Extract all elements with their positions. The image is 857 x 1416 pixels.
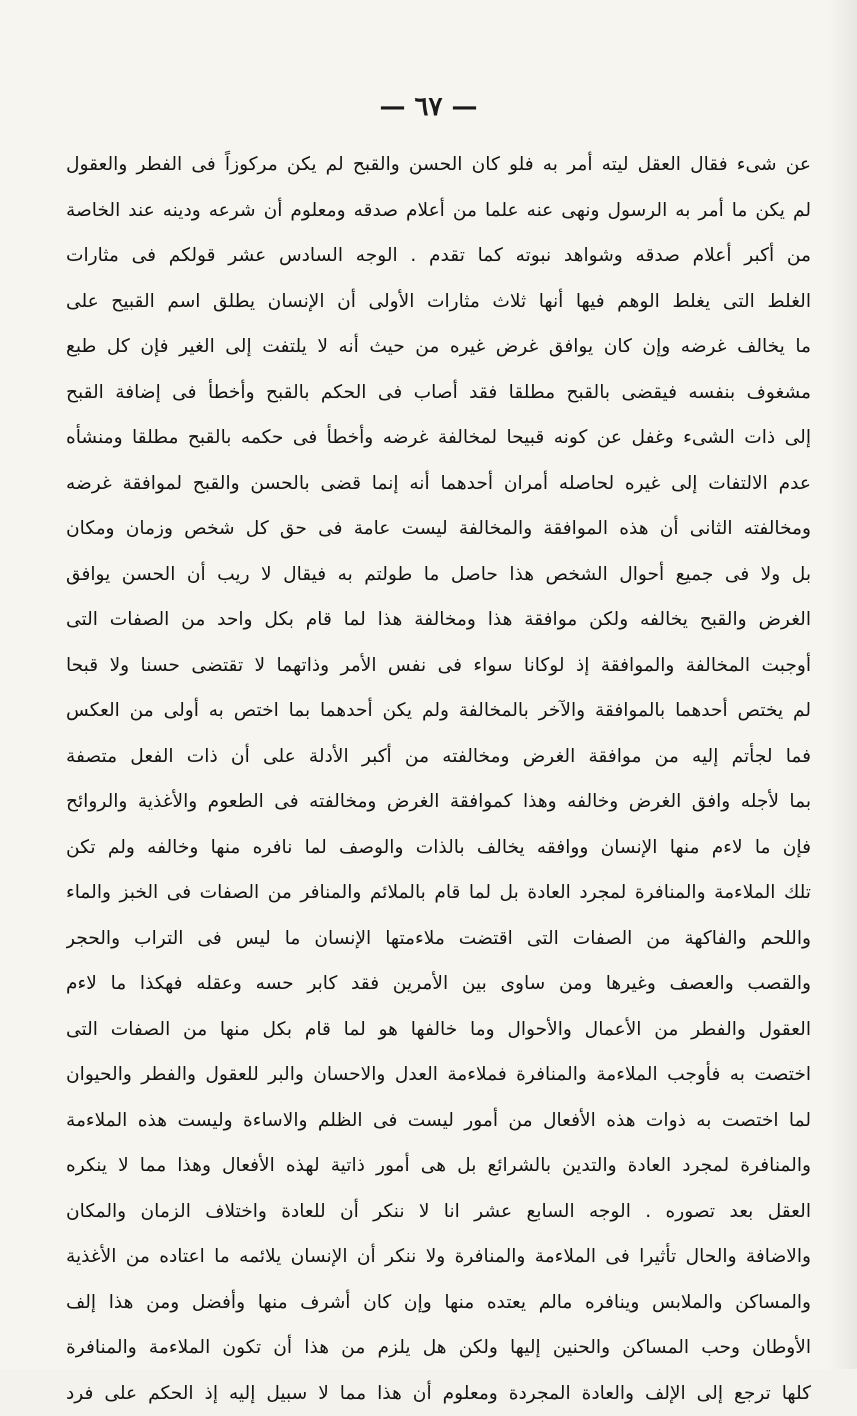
text-line: من أكبر أعلام صدقه وشواهد نبوته كما تقدم . الوجه السادس عشر قولكم فى مثارات (66, 233, 811, 279)
page-number: — ٦٧ — (0, 92, 857, 122)
text-line: الأوطان وحب المساكن والحنين إليها ولكن هل يلزم من هذا أن تكون الملاءمة والمنافرة (66, 1325, 811, 1371)
text-line: فإن ما لاءم منها الإنسان ووافقه يخالف بالذات والوصف لما نافره منها وخالفه ولم تكن (66, 825, 811, 871)
text-line: لما اختصت به ذوات هذه الأفعال من أمور ليست فى الظلم والاساءة وليست هذه الملاءمة (66, 1098, 811, 1144)
text-line: تلك الملاءمة والمنافرة لمجرد العادة بل لما قام بالملائم والمنافر من الصفات فى الخبز والماء (66, 870, 811, 916)
text-line: العقل بعد تصوره . الوجه السابع عشر انا لا ننكر أن للعادة واختلاف الزمان والمكان (66, 1189, 811, 1235)
body-text (66, 142, 811, 1416)
text-line: أوجبت المخالفة والموافقة إذ لوكانا سواء فى نفس الأمر وذاتهما لا تقتضى حسنا ولا قبحا (66, 643, 811, 689)
text-line: الغلط التى يغلط الوهم فيها أنها ثلاث مثارات الأولى أن الإنسان يطلق اسم القبيح على (66, 279, 811, 325)
text-line: الغرض والقبح يخالفه ولكن موافقة هذا ومخالفة هذا لما قام بكل واحد من الصفات التى (66, 597, 811, 643)
text-line: بل ولا فى جميع أحوال الشخص هذا حاصل ما طولتم به فيقال لا ريب أن الحسن يوافق (66, 552, 811, 598)
text-line: لم يكن ما أمر به الرسول ونهى عنه علما من أعلام صدقه ومعلوم أن شرعه ودينه عند الخاصة (66, 188, 811, 234)
text-line: ما يخالف غرضه وإن كان يوافق غرض غيره من حيث أنه لا يلتفت إلى الغير فإن كل طبع (66, 324, 811, 370)
text-line: اختصت به فأوجب الملاءمة والمنافرة فملاءمة العدل والاحسان والبر للعقول والفطر والحيوان (66, 1052, 811, 1098)
text-line: والمساكن والملابس وينافره مالم يعتده منها وإن كان أشرف منها وأفضل ومن هذا إلف (66, 1280, 811, 1326)
text-line: والمنافرة لمجرد العادة والتدين بالشرائع بل هى أمور ذاتية لهذه الأفعال وهذا مما لا ينكره (66, 1143, 811, 1189)
text-line: العقول والفطر من الأعمال والأحوال وما خالفها هو لما قام بكل منها من الصفات التى (66, 1007, 811, 1053)
text-line: بما لأجله وافق الغرض وخالفه وهذا كموافقة الغرض ومخالفته فى الطعوم والأغذية والروائح (66, 779, 811, 825)
text-line: والقصب والعصف وغيرها ومن ساوى بين الأمرين فقد كابر حسه وعقله فهكذا ما لاءم (66, 961, 811, 1007)
page-edge-shadow (827, 0, 857, 1369)
text-line: كلها ترجع إلى الإلف والعادة المجردة ومعلوم أن هذا مما لا سبيل إليه إذ الحكم على فرد (66, 1371, 811, 1416)
text-line: عدم الالتفات إلى غيره لحاصله أمران أحدهما أنه إنما قضى بالحسن والقبح لموافقة غرضه (66, 461, 811, 507)
text-line: عن شىء فقال العقل ليته أمر به فلو كان الحسن والقبح لم يكن مركوزاً فى الفطر والعقول (66, 142, 811, 188)
text-line: ومخالفته الثانى أن هذه الموافقة والمخالفة ليست عامة فى حق كل شخص وزمان ومكان (66, 506, 811, 552)
text-line: مشغوف بنفسه فيقضى بالقبح مطلقا فقد أصاب فى الحكم بالقبح وأخطأ فى إضافة القبح (66, 370, 811, 416)
text-line: فما لجأتم إليه من موافقة الغرض ومخالفته من أكبر الأدلة على أن ذات الفعل متصفة (66, 734, 811, 780)
text-line: لم يختص أحدهما بالموافقة والآخر بالمخالفة ولم يكن أحدهما بما اختص به أولى من العكس (66, 688, 811, 734)
text-line: إلى ذات الشىء وغفل عن كونه قبيحا لمخالفة غرضه وأخطأ فى حكمه بالقبح مطلقا ومنشأه (66, 415, 811, 461)
text-line: واللحم والفاكهة من الصفات التى اقتضت ملاءمتها الإنسان ما ليس فى التراب والحجر (66, 916, 811, 962)
text-line: والاضافة والحال تأثيرا فى الملاءمة والمنافرة ولا ننكر أن الإنسان يلائمه ما اعتاده من الأغذية (66, 1234, 811, 1280)
